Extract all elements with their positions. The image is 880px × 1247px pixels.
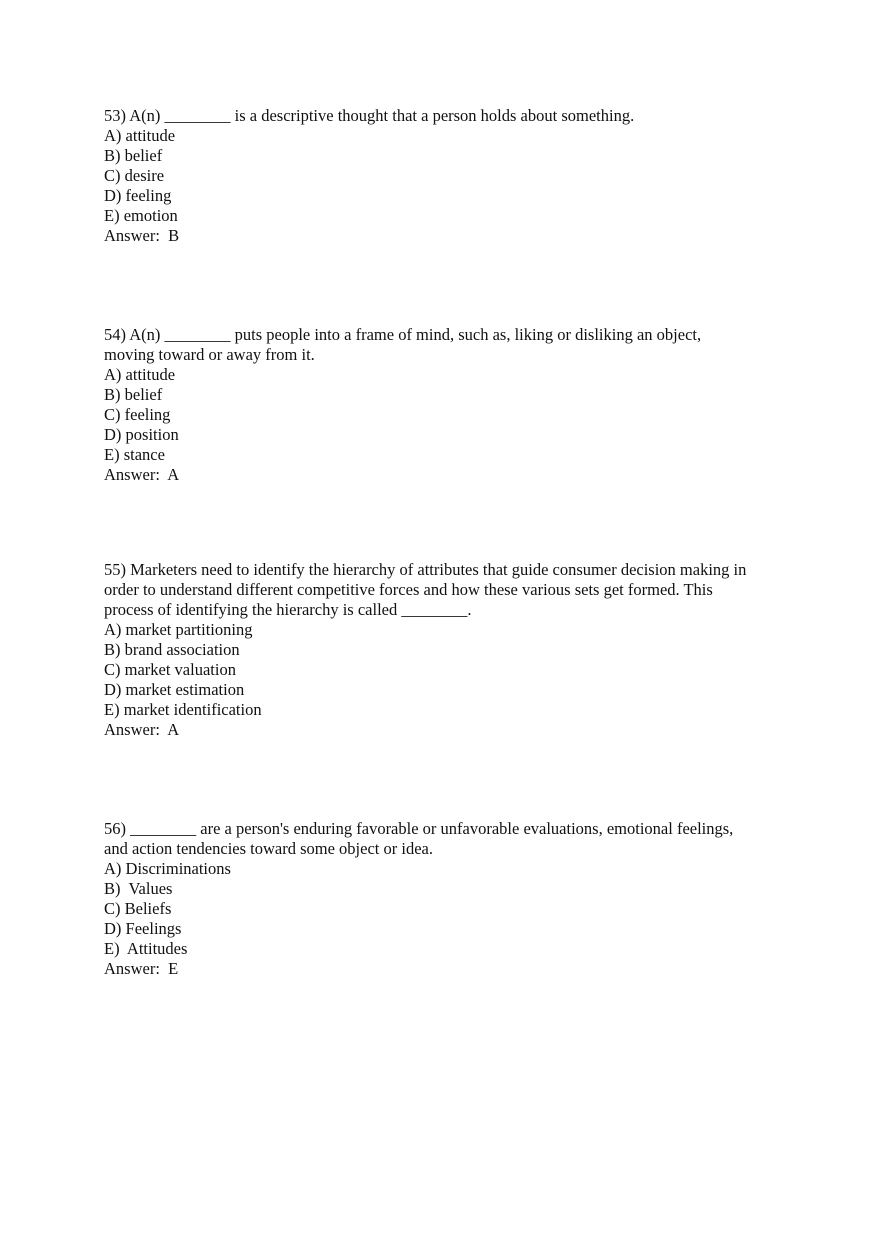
option-b: B) Values: [104, 879, 173, 898]
option-a: A) attitude: [104, 365, 176, 384]
question-stem: 54) A(n) ________ puts people into a frame of mind, such as, liking or disliking an object,: [104, 325, 702, 344]
option-a: A) Discriminations: [104, 859, 231, 878]
question-stem: process of identifying the hierarchy is called ________.: [104, 600, 472, 619]
question-55: [104, 560, 794, 740]
answer: Answer: E: [104, 959, 179, 978]
option-a: A) attitude: [104, 126, 176, 145]
option-e: E) market identification: [104, 700, 262, 719]
answer: Answer: B: [104, 226, 180, 245]
question-stem: and action tendencies toward some object or idea.: [104, 839, 433, 858]
option-d: D) Feelings: [104, 919, 182, 938]
option-c: C) desire: [104, 166, 165, 185]
option-d: D) market estimation: [104, 680, 245, 699]
question-stem: 55) Marketers need to identify the hierarchy of attributes that guide consumer decision making in: [104, 560, 747, 579]
option-d: D) feeling: [104, 186, 172, 205]
question-stem: 56) ________ are a person's enduring favorable or unfavorable evaluations, emotional feelings,: [104, 819, 734, 838]
question-stem: 53) A(n) ________ is a descriptive thought that a person holds about something.: [104, 106, 635, 125]
question-53: [104, 106, 794, 246]
question-54: [104, 325, 794, 485]
option-b: B) brand association: [104, 640, 240, 659]
option-b: B) belief: [104, 146, 163, 165]
question-stem: moving toward or away from it.: [104, 345, 315, 364]
option-d: D) position: [104, 425, 179, 444]
option-c: C) feeling: [104, 405, 171, 424]
option-c: C) market valuation: [104, 660, 236, 679]
option-e: E) stance: [104, 445, 165, 464]
option-c: C) Beliefs: [104, 899, 172, 918]
answer: Answer: A: [104, 720, 180, 739]
question-56: [104, 819, 794, 979]
question-stem: order to understand different competitive forces and how these various sets get formed. This: [104, 580, 713, 599]
option-b: B) belief: [104, 385, 163, 404]
option-a: A) market partitioning: [104, 620, 253, 639]
option-e: E) emotion: [104, 206, 178, 225]
option-e: E) Attitudes: [104, 939, 188, 958]
answer: Answer: A: [104, 465, 180, 484]
